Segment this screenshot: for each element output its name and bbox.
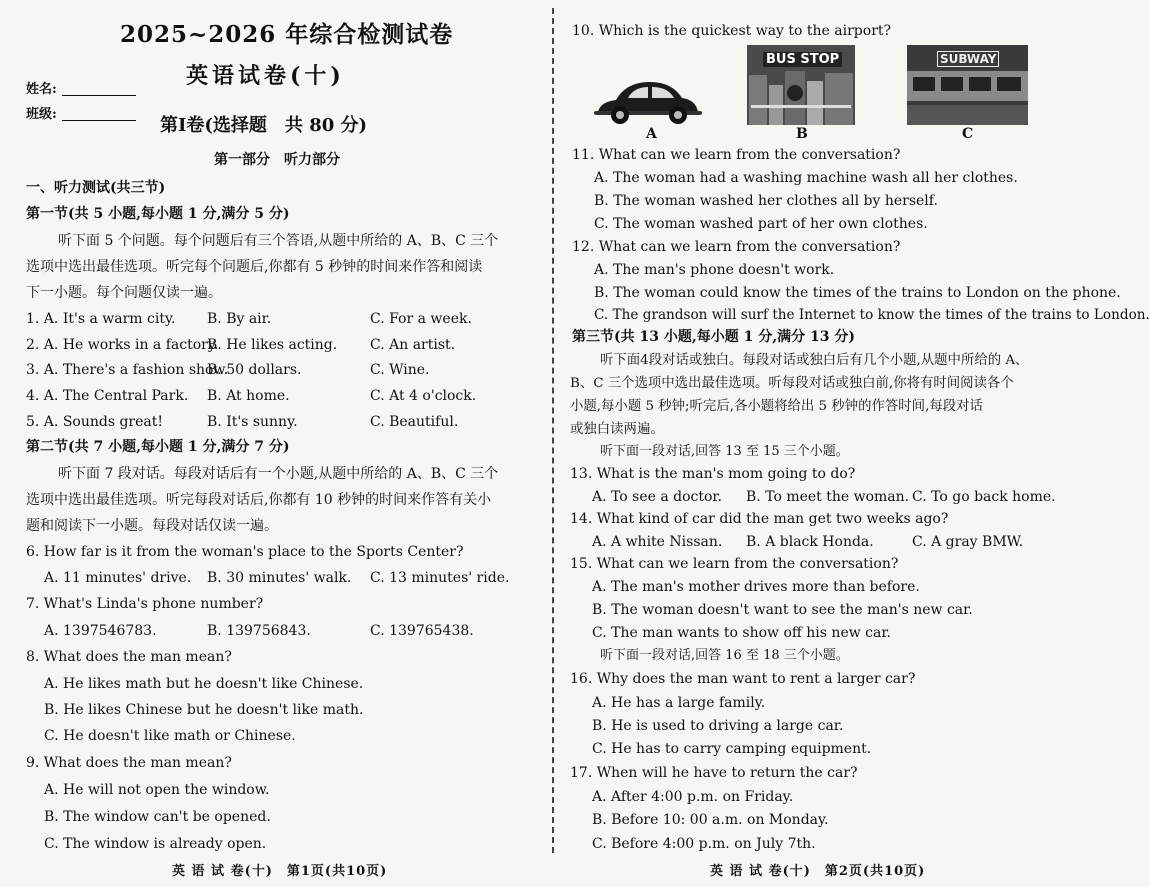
q4-option-a: 4. A. The Central Park. [26, 388, 189, 404]
page-footer: 英 语 试 卷(十) 第1页(共10页) [172, 864, 388, 879]
q14-stem: 14. What kind of car did the man get two weeks ago? [570, 511, 949, 527]
section1-instruction: 听下面 5 个问题。每个问题后有三个答语,从题中所给的 A、B、C 三个 [58, 233, 499, 249]
q10-label-c: C [962, 126, 974, 142]
section-main-title: 一、听力测试(共三节) [26, 180, 166, 196]
q16-option-c: C. He has to carry camping equipment. [592, 741, 872, 757]
q5-option-b: B. It's sunny. [207, 414, 298, 430]
q6-option-c: C. 13 minutes' ride. [370, 570, 510, 586]
section1-instruction: 下一小题。每个问题仅读一遍。 [26, 285, 222, 301]
q17-option-b: B. Before 10: 00 a.m. on Monday. [592, 812, 829, 828]
q1-option-c: C. For a week. [370, 311, 472, 327]
section2-instruction: 题和阅读下一小题。每段对话仅读一遍。 [26, 518, 278, 534]
car-icon [592, 76, 704, 126]
q8-option-c: C. He doesn't like math or Chinese. [44, 728, 296, 744]
q14-option-c: C. A gray BMW. [912, 534, 1024, 550]
q4-option-b: B. At home. [207, 388, 290, 404]
section3-title: 第三节(共 13 小题,每小题 1 分,满分 13 分) [572, 329, 855, 345]
section2-title: 第二节(共 7 小题,每小题 1 分,满分 7 分) [26, 439, 290, 455]
q13-option-a: A. To see a doctor. [592, 489, 723, 505]
q10-label-b: B [796, 126, 808, 142]
q8-option-b: B. He likes Chinese but he doesn't like math. [44, 702, 364, 718]
q12-option-c: C. The grandson will surf the Internet to know the times of the trains to London. [594, 307, 1150, 323]
q1-option-b: B. By air. [207, 311, 272, 327]
q12-option-b: B. The woman could know the times of the trains to London on the phone. [594, 285, 1121, 301]
q3-option-c: C. Wine. [370, 362, 430, 378]
subway-picture [907, 45, 1028, 125]
q14-option-a: A. A white Nissan. [592, 534, 723, 550]
q4-option-c: C. At 4 o'clock. [370, 388, 477, 404]
q15-option-c: C. The man wants to show off his new car. [592, 625, 891, 641]
q11-stem: 11. What can we learn from the conversation? [572, 147, 901, 163]
section3-instruction: B、C 三个选项中选出最佳选项。听每段对话或独白前,你将有时间阅读各个 [570, 376, 1014, 391]
q7-option-a: A. 1397546783. [44, 623, 157, 639]
q17-option-c: C. Before 4:00 p.m. on July 7th. [592, 836, 816, 852]
exam-title: 2025~2026 年综合检测试卷 [120, 21, 454, 48]
subway-sign: SUBWAY [937, 51, 999, 67]
q9-option-c: C. The window is already open. [44, 836, 267, 852]
class-field[interactable] [62, 119, 136, 121]
q6-stem: 6. How far is it from the woman's place to the Sports Center? [26, 544, 464, 560]
q17-stem: 17. When will he have to return the car? [570, 765, 858, 781]
q2-option-a: 2. A. He works in a factory. [26, 337, 219, 353]
section1-title: 第一节(共 5 小题,每小题 1 分,满分 5 分) [26, 206, 290, 222]
class-label: 班级: [26, 107, 57, 122]
q16-option-a: A. He has a large family. [592, 695, 766, 711]
q10-stem: 10. Which is the quickest way to the airport? [572, 23, 892, 39]
q10-label-a: A [646, 126, 657, 142]
q9-stem: 9. What does the man mean? [26, 755, 232, 771]
q3-option-a: 3. A. There's a fashion show. [26, 362, 229, 378]
q16-stem: 16. Why does the man want to rent a larger car? [570, 671, 916, 687]
page-1 [0, 0, 548, 887]
dialog-note: 听下面一段对话,回答 16 至 18 三个小题。 [600, 648, 849, 663]
q16-option-b: B. He is used to driving a large car. [592, 718, 844, 734]
section2-instruction: 听下面 7 段对话。每段对话后有一个小题,从题中所给的 A、B、C 三个 [58, 466, 499, 482]
section3-instruction: 或独白读两遍。 [570, 422, 664, 437]
q11-option-b: B. The woman washed her clothes all by herself. [594, 193, 938, 209]
section3-instruction: 小题,每小题 5 秒钟;听完后,各小题将给出 5 秒钟的作答时间,每段对话 [570, 399, 983, 414]
section2-instruction: 选项中选出最佳选项。听完每段对话后,你都有 10 秒钟的时间来作答有关小 [26, 492, 492, 508]
name-label: 姓名: [26, 82, 57, 97]
q6-option-b: B. 30 minutes' walk. [207, 570, 352, 586]
page-divider [552, 8, 554, 853]
q15-option-a: A. The man's mother drives more than before. [592, 579, 920, 595]
q12-stem: 12. What can we learn from the conversation? [572, 239, 901, 255]
q14-option-b: B. A black Honda. [746, 534, 874, 550]
page-2 [560, 0, 1150, 887]
dialog-note: 听下面一段对话,回答 13 至 15 三个小题。 [600, 444, 849, 459]
q2-option-b: B. He likes acting. [207, 337, 338, 353]
q17-option-a: A. After 4:00 p.m. on Friday. [592, 789, 794, 805]
q7-option-b: B. 139756843. [207, 623, 311, 639]
volume-title: 第Ⅰ卷(选择题 共 80 分) [160, 115, 368, 136]
q7-option-c: C. 139765438. [370, 623, 474, 639]
q15-option-b: B. The woman doesn't want to see the man's new car. [592, 602, 973, 618]
q9-option-b: B. The window can't be opened. [44, 809, 271, 825]
q13-stem: 13. What is the man's mom going to do? [570, 466, 856, 482]
q11-option-a: A. The woman had a washing machine wash all her clothes. [594, 170, 1018, 186]
q8-option-a: A. He likes math but he doesn't like Chinese. [44, 676, 364, 692]
bus-stop-sign: BUS STOP [763, 52, 842, 67]
q13-option-b: B. To meet the woman. [746, 489, 910, 505]
part-title: 第一部分 听力部分 [214, 152, 340, 168]
name-field[interactable] [62, 94, 136, 96]
page-footer: 英 语 试 卷(十) 第2页(共10页) [710, 864, 926, 879]
q8-stem: 8. What does the man mean? [26, 649, 232, 665]
q15-stem: 15. What can we learn from the conversation? [570, 556, 899, 572]
bus-stop-picture [747, 45, 855, 125]
q5-option-a: 5. A. Sounds great! [26, 414, 164, 430]
q6-option-a: A. 11 minutes' drive. [44, 570, 192, 586]
paper-title: 英语试卷(十) [186, 63, 345, 89]
q11-option-c: C. The woman washed part of her own clothes. [594, 216, 928, 232]
q5-option-c: C. Beautiful. [370, 414, 459, 430]
q3-option-b: B. 50 dollars. [207, 362, 302, 378]
q1-option-a: 1. A. It's a warm city. [26, 311, 176, 327]
section1-instruction: 选项中选出最佳选项。听完每个问题后,你都有 5 秒钟的时间来作答和阅读 [26, 259, 483, 275]
q9-option-a: A. He will not open the window. [44, 782, 270, 798]
q12-option-a: A. The man's phone doesn't work. [594, 262, 835, 278]
q13-option-c: C. To go back home. [912, 489, 1056, 505]
q7-stem: 7. What's Linda's phone number? [26, 596, 264, 612]
section3-instruction: 听下面4段对话或独白。每段对话或独白后有几个小题,从题中所给的 A、 [600, 353, 1029, 368]
q2-option-c: C. An artist. [370, 337, 456, 353]
